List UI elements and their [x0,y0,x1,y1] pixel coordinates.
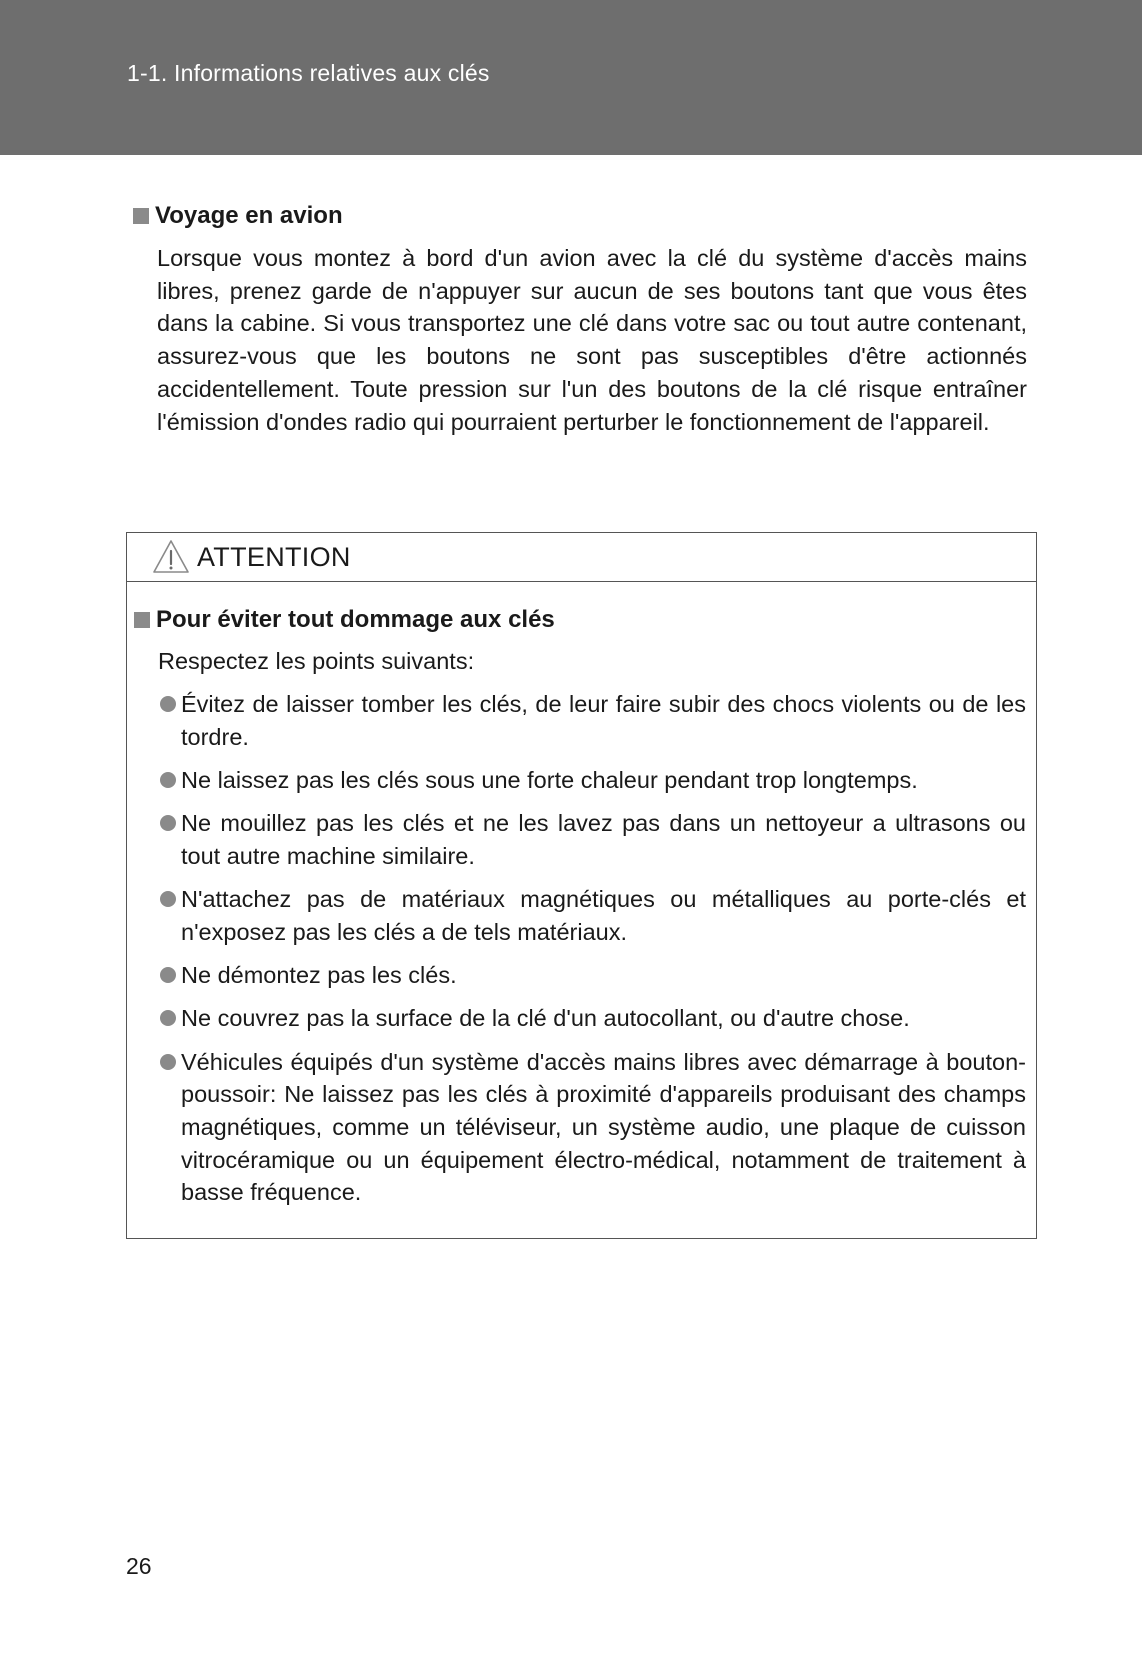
circle-bullet-icon [160,1054,176,1070]
list-item [158,1046,1026,1210]
list-item-text: Évitez de laisser tomber les clés, de leur faire subir des chocs violents ou de les tordre. [181,691,1026,750]
travel-section [133,200,1027,438]
circle-bullet-icon [160,1010,176,1026]
attention-list [158,688,1026,1209]
list-item-text: Véhicules équipés d'un système d'accès mains libres avec démarrage à bouton-poussoir: Ne laissez pas les clés à proximité d'appareils produisant des champs magnétiques, comme un téléviseur, un système audio, une plaque de cuisson vitrocéramique ou un équipement électro-médical, notamment de traitement à basse fréquence. [181,1048,1026,1206]
travel-heading-row [133,200,1027,232]
list-item-text: Ne couvrez pas la surface de la clé d'un autocollant, ou d'autre chose. [181,1005,910,1032]
section-title: 1-1. Informations relatives aux clés [127,60,490,86]
list-item-text: N'attachez pas de matériaux magnétiques ou métalliques au porte-clés et n'exposez pas les clés a de tels matériaux. [181,886,1026,945]
travel-paragraph: Lorsque vous montez à bord d'un avion avec la clé du système d'accès mains libres, prenez garde de n'appuyer sur aucun de ses boutons tant que vous êtes dans la cabine. Si vous transportez une clé dans votre sac ou tout autre contenant, assurez-vous que les boutons ne sont pas susceptibles d'être actionnés accidentellement. Toute pression sur l'un des boutons de la clé risque entraîner l'émission d'ondes radio qui pourraient perturber le fonctionnement de l'appareil. [157,245,1027,435]
list-item [158,688,1026,753]
attention-heading-row [134,604,1026,636]
list-item [158,1002,1026,1035]
list-item [158,959,1026,992]
attention-body [127,582,1036,1209]
list-item-text: Ne démontez pas les clés. [181,962,457,989]
circle-bullet-icon [160,967,176,983]
circle-bullet-icon [160,891,176,907]
square-bullet-icon [134,612,150,628]
circle-bullet-icon [160,696,176,712]
travel-heading: Voyage en avion [155,202,343,229]
attention-box [126,532,1037,1239]
square-bullet-icon [133,208,149,224]
warning-triangle-icon [151,538,191,576]
circle-bullet-icon [160,772,176,788]
list-item-text: Ne laissez pas les clés sous une forte chaleur pendant trop longtemps. [181,767,918,794]
attention-heading: Pour éviter tout dommage aux clés [156,606,555,633]
attention-title: ATTENTION [197,541,351,572]
page-number: 26 [126,1553,152,1579]
circle-bullet-icon [160,815,176,831]
attention-header [127,533,1036,582]
attention-intro: Respectez les points suivants: [158,648,475,674]
list-item-text: Ne mouillez pas les clés et ne les lavez pas dans un nettoyeur a ultrasons ou tout autre machine similaire. [181,810,1026,870]
list-item [158,764,1026,797]
list-item [158,807,1026,872]
list-item [158,883,1026,948]
header-band [0,0,1142,155]
